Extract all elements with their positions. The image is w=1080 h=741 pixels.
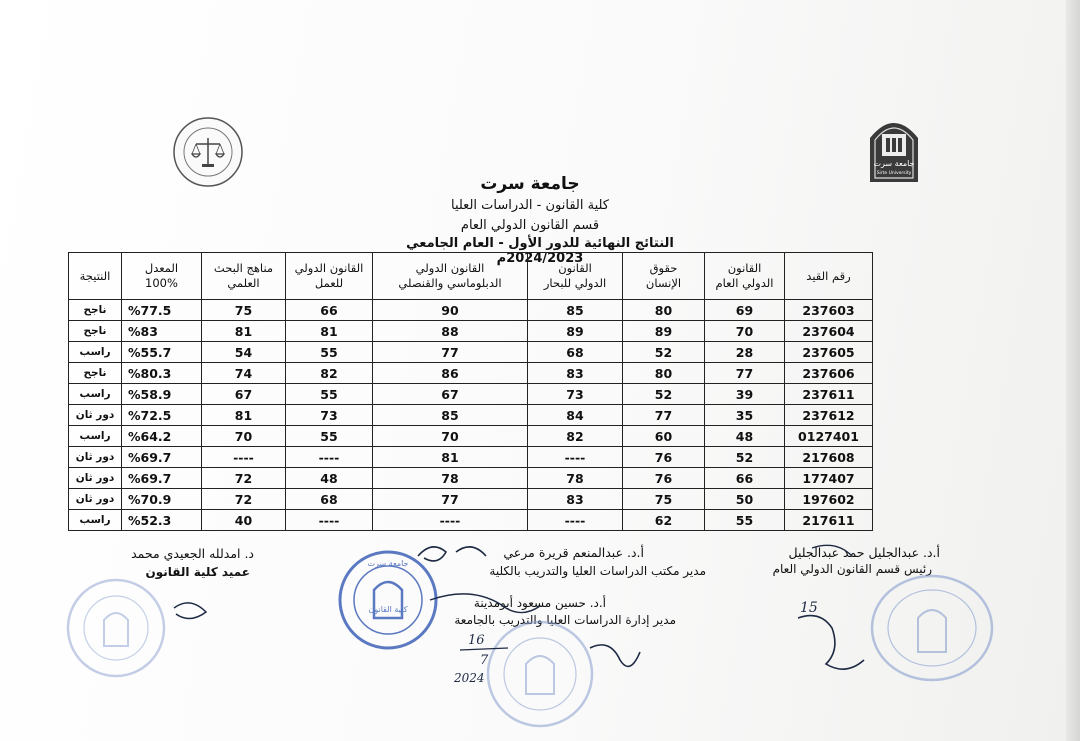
svg-text:كلية القانون: كلية القانون [368, 605, 408, 614]
results-title: النتائج النهائية للدور الأول - العام الجامعي 2024/2023م [406, 236, 674, 266]
grade-cell: 69 [705, 300, 785, 321]
handwritten-day: 16 [468, 633, 485, 648]
grade-cell: 88 [373, 321, 528, 342]
grade-cell: 85 [373, 405, 528, 426]
grade-cell: 70 [705, 321, 785, 342]
table-header-row [69, 253, 873, 300]
head-signatory-name: أ.د. عبدالجليل حمد عبدالجليل [788, 545, 940, 560]
table-row [69, 489, 873, 510]
page-edge-shadow [1066, 0, 1080, 741]
grade-cell: ---- [528, 510, 623, 531]
column-header-line: الدولي للبحار [543, 276, 607, 290]
handwritten-year: 2024 [454, 671, 485, 685]
column-header-line: القانون [727, 261, 762, 275]
grade-cell: 81 [202, 405, 286, 426]
grade-cell: 82 [528, 426, 623, 447]
handwritten-mark: 15 [800, 600, 818, 616]
table-row [69, 510, 873, 531]
office-signatory-title: مدير مكتب الدراسات العليا والتدريب بالكلية [489, 564, 706, 578]
grade-cell: 76 [623, 447, 705, 468]
result-cell: دور ثان [69, 447, 122, 468]
grade-cell: 73 [528, 384, 623, 405]
faculty-name: كلية القانون - الدراسات العليا [450, 198, 609, 213]
table-row [69, 447, 873, 468]
average-cell: %55.7 [122, 342, 202, 363]
director-signatory-name: أ.د. حسين مسعود أبومدينة [473, 596, 606, 610]
column-header [705, 253, 785, 300]
column-header-line: رقم القيد [806, 268, 851, 283]
grade-cell: 40 [202, 510, 286, 531]
student-id-cell: 197602 [785, 489, 873, 510]
result-cell: راسب [69, 426, 122, 447]
grade-cell: 68 [286, 489, 373, 510]
average-cell: %72.5 [122, 405, 202, 426]
result-cell: ناجح [69, 300, 122, 321]
grade-cell: ---- [286, 447, 373, 468]
grade-cell: 72 [202, 468, 286, 489]
column-header-line: القانون [558, 261, 592, 275]
grade-cell: 75 [202, 300, 286, 321]
results-table [68, 252, 873, 531]
grade-cell: 81 [286, 321, 373, 342]
grade-cell: 48 [286, 468, 373, 489]
average-cell: %80.3 [122, 363, 202, 384]
column-header-line: الإنسان [645, 276, 682, 290]
grade-cell: 78 [528, 468, 623, 489]
dean-name: د. امدلله الجعيدي محمد [131, 546, 254, 561]
grade-cell: 67 [373, 384, 528, 405]
column-header [122, 253, 202, 300]
grade-cell: 78 [373, 468, 528, 489]
student-id-cell: 237606 [785, 363, 873, 384]
table-row [69, 426, 873, 447]
table-row [69, 342, 873, 363]
grade-cell: 50 [705, 489, 785, 510]
grade-cell: 55 [286, 426, 373, 447]
average-cell: %70.9 [122, 489, 202, 510]
head-signatory-title: رئيس قسم القانون الدولي العام [772, 562, 932, 576]
grade-cell: 52 [623, 384, 705, 405]
grade-cell: 70 [373, 426, 528, 447]
logo-english-name: Sirte University [876, 171, 912, 176]
logo-arabic-name: جامعة سرت [873, 159, 915, 168]
grade-cell: 70 [202, 426, 286, 447]
grade-cell: 66 [705, 468, 785, 489]
table-row [69, 405, 873, 426]
student-id-cell: 237604 [785, 321, 873, 342]
grade-cell: 80 [623, 300, 705, 321]
column-header-line: حقوق [649, 261, 678, 275]
grade-cell: 85 [528, 300, 623, 321]
table-row [69, 300, 873, 321]
column-header-line: المعدل [144, 261, 179, 275]
grade-cell: 81 [373, 447, 528, 468]
grade-cell: 89 [528, 321, 623, 342]
sirte-university-logo [866, 112, 922, 184]
grade-cell: 81 [202, 321, 286, 342]
table-row [69, 384, 873, 405]
table-row [69, 363, 873, 384]
average-cell: %69.7 [122, 447, 202, 468]
grade-cell: 35 [705, 405, 785, 426]
grade-cell: 55 [286, 384, 373, 405]
department-name: قسم القانون الدولي العام [460, 218, 600, 233]
dean-stamp [64, 576, 168, 680]
student-id-cell: 237605 [785, 342, 873, 363]
average-cell: %58.9 [122, 384, 202, 405]
grade-cell: 84 [528, 405, 623, 426]
grade-cell: 48 [705, 426, 785, 447]
grade-cell: 55 [705, 510, 785, 531]
column-header-line: القانون الدولي [294, 261, 364, 275]
grade-cell: 77 [373, 489, 528, 510]
grade-cell: 77 [705, 363, 785, 384]
grade-cell: 74 [202, 363, 286, 384]
grade-cell: 77 [623, 405, 705, 426]
student-id-cell: 217611 [785, 510, 873, 531]
grade-cell: ---- [286, 510, 373, 531]
result-cell: راسب [69, 384, 122, 405]
column-header-line: النتيجة [79, 268, 111, 283]
grade-cell: 28 [705, 342, 785, 363]
grade-cell: 39 [705, 384, 785, 405]
result-cell: دور ثان [69, 405, 122, 426]
result-cell: راسب [69, 342, 122, 363]
grade-cell: 52 [623, 342, 705, 363]
student-id-cell: 217608 [785, 447, 873, 468]
grade-cell: 73 [286, 405, 373, 426]
column-header-line: للعمل [314, 276, 344, 290]
table-row [69, 468, 873, 489]
grade-cell: 75 [623, 489, 705, 510]
grade-cell: ---- [373, 510, 528, 531]
student-id-cell: 0127401 [785, 426, 873, 447]
student-id-cell: 237611 [785, 384, 873, 405]
university-name: جامعة سرت [480, 174, 580, 194]
grade-cell: 83 [528, 363, 623, 384]
table-row [69, 321, 873, 342]
dean-title: عميد كلية القانون [145, 565, 250, 579]
grade-cell: 52 [705, 447, 785, 468]
office-stamp [336, 548, 440, 652]
column-header [785, 253, 873, 300]
column-header [528, 253, 623, 300]
average-cell: %83 [122, 321, 202, 342]
department-stamp [868, 572, 996, 684]
student-id-cell: 237612 [785, 405, 873, 426]
result-cell: دور ثان [69, 468, 122, 489]
grade-cell: 77 [373, 342, 528, 363]
column-header [373, 253, 528, 300]
university-stamp [484, 618, 596, 730]
student-id-cell: 177407 [785, 468, 873, 489]
grade-cell: 60 [623, 426, 705, 447]
column-header-line: 100% [145, 276, 178, 290]
grade-cell: 66 [286, 300, 373, 321]
result-cell: ناجح [69, 321, 122, 342]
grade-cell: 55 [286, 342, 373, 363]
grade-cell: 67 [202, 384, 286, 405]
faculty-seal [172, 116, 244, 188]
column-header [286, 253, 373, 300]
grade-cell: 90 [373, 300, 528, 321]
average-cell: %69.7 [122, 468, 202, 489]
grade-cell: ---- [528, 447, 623, 468]
result-cell: راسب [69, 510, 122, 531]
student-id-cell: 237603 [785, 300, 873, 321]
office-signatory-name: أ.د. عبدالمنعم قريرة مرعي [503, 545, 644, 560]
director-signatory-title: مدير إدارة الدراسات العليا والتدريب بالجامعة [454, 613, 676, 627]
column-header [623, 253, 705, 300]
column-header-line: العلمي [227, 276, 260, 290]
column-header-line: القانون الدولي [415, 261, 485, 275]
column-header-line: الدبلوماسي والقنصلي [398, 276, 502, 290]
average-cell: %64.2 [122, 426, 202, 447]
column-header [69, 253, 122, 300]
grade-cell: 86 [373, 363, 528, 384]
column-header-line: الدولي العام [715, 276, 774, 290]
grade-cell: ---- [202, 447, 286, 468]
grade-cell: 80 [623, 363, 705, 384]
grade-cell: 83 [528, 489, 623, 510]
grade-cell: 68 [528, 342, 623, 363]
result-cell: دور ثان [69, 489, 122, 510]
grade-cell: 72 [202, 489, 286, 510]
average-cell: %52.3 [122, 510, 202, 531]
grade-cell: 76 [623, 468, 705, 489]
grade-cell: 89 [623, 321, 705, 342]
grade-cell: 82 [286, 363, 373, 384]
grade-cell: 54 [202, 342, 286, 363]
handwritten-month: 7 [480, 653, 489, 668]
result-cell: ناجح [69, 363, 122, 384]
grade-cell: 62 [623, 510, 705, 531]
column-header-line: مناهج البحث [213, 261, 274, 275]
column-header [202, 253, 286, 300]
average-cell: %77.5 [122, 300, 202, 321]
svg-text:جامعة سرت: جامعة سرت [367, 559, 409, 568]
